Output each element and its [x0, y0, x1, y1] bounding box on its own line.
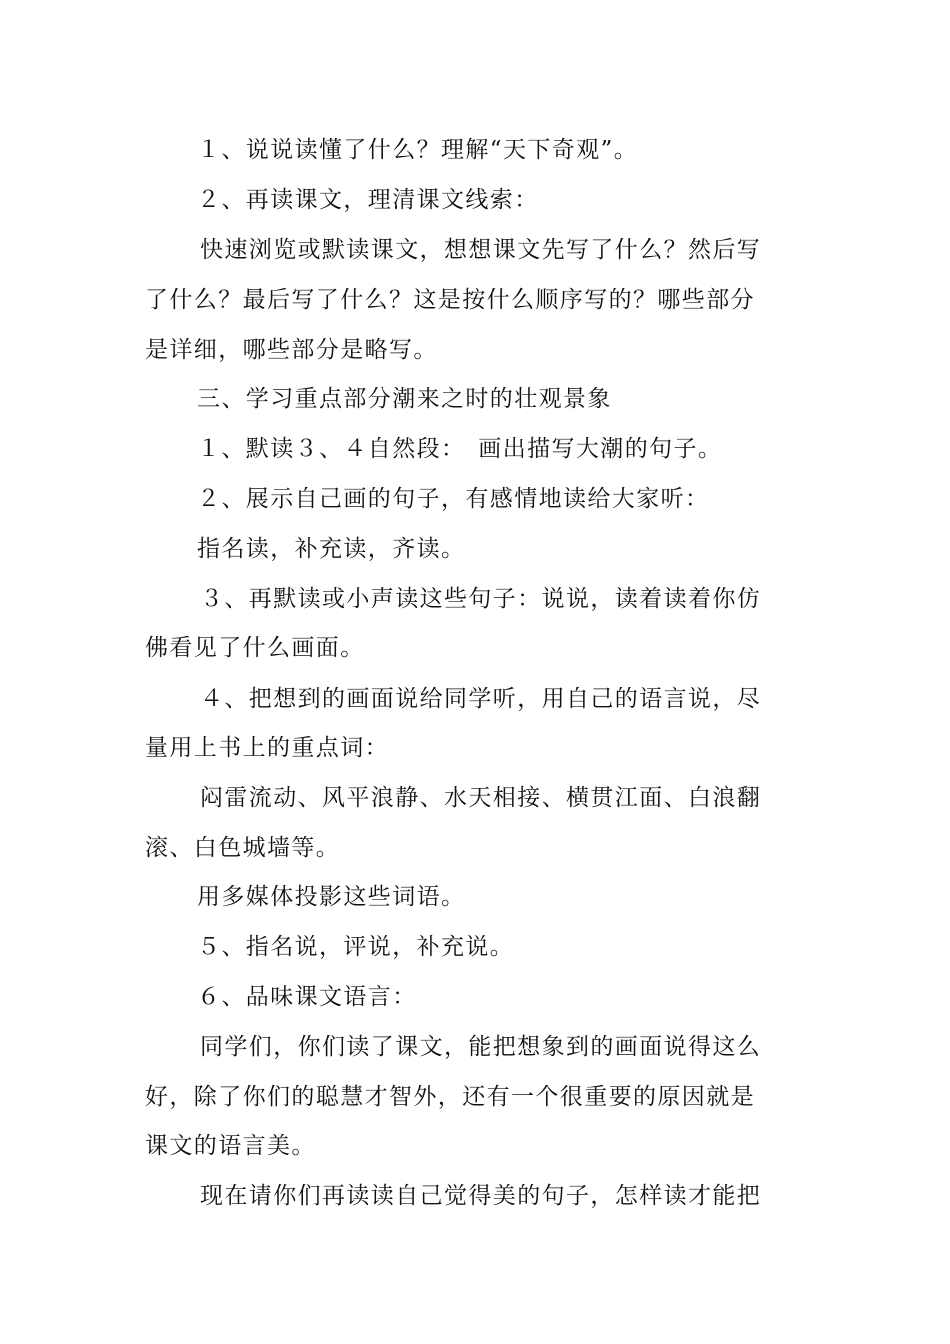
- text-line: 三、学习重点部分潮来之时的壮观景象: [197, 386, 612, 412]
- text-line: １、说说读懂了什么？理解“天下奇观”。: [197, 137, 639, 163]
- text-line: 佛看见了什么画面。: [145, 635, 365, 661]
- text-line: 量用上书上的重点词：: [145, 735, 389, 761]
- text-line: 了什么？最后写了什么？这是按什么顺序写的？哪些部分: [145, 287, 755, 313]
- text-line: ５、指名说，评说，补充说。: [197, 934, 515, 960]
- text-line: 好，除了你们的聪慧才智外，还有一个很重要的原因就是: [145, 1084, 755, 1110]
- text-line: 滚、白色城墙等。: [145, 835, 341, 861]
- text-line: 指名读，补充读，齐读。: [197, 536, 466, 562]
- text-line: 闷雷流动、风平浪静、水天相接、横贯江面、白浪翻: [200, 785, 762, 811]
- text-line: 现在请你们再读读自己觉得美的句子，怎样读才能把: [200, 1183, 762, 1209]
- text-line: １、默读３、４自然段： 画出描写大潮的句子。: [197, 436, 723, 462]
- text-line: ２、再读课文，理清课文线索：: [197, 187, 539, 213]
- text-line: ２、展示自己画的句子，有感情地读给大家听：: [197, 486, 710, 512]
- text-line: 是详细，哪些部分是略写。: [145, 337, 438, 363]
- text-line: 同学们，你们读了课文，能把想象到的画面说得这么: [200, 1034, 762, 1060]
- text-line: 快速浏览或默读课文，想想课文先写了什么？然后写: [200, 237, 762, 263]
- text-line: ３、再默读或小声读这些句子：说说，读着读着你仿: [200, 586, 762, 612]
- text-line: 课文的语言美。: [145, 1133, 316, 1159]
- text-line: ４、把想到的画面说给同学听，用自己的语言说，尽: [200, 686, 762, 712]
- text-line: 用多媒体投影这些词语。: [197, 884, 466, 910]
- text-line: ６、品味课文语言：: [197, 984, 417, 1010]
